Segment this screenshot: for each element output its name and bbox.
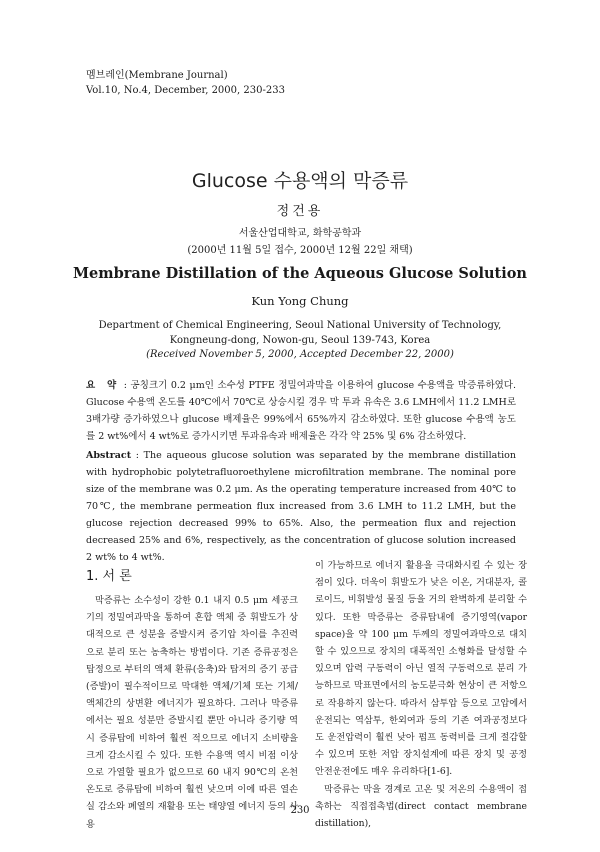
section-heading: 1. 서 론 [86,569,132,584]
right-paragraph-2: 막증류는 막을 경계로 고온 및 저온의 수용액이 접촉하는 직접접촉법(direct contact membrane distillation), [315,783,527,830]
korean-abstract [86,377,516,445]
body-left-column: 막증류는 소수성이 강한 0.1 내지 0.5 μm 세공크기의 정밀여과막을 통하여 혼합 액체 중 휘발도가 상대적으로 큰 성분을 증발시켜 증기압 차이를 추진력으로 분리 또는 농축하는 방법이다. 기존 증류공정은 탑정으로 부터의 액체 환류(응축)와 탑저의 증기 공급(증발)이 필수적이므로 막대한 액체/기체 또는 기체/액체간의 상변환 에너지가 필요하다. 그러나 막증류에서는 필요 성분만 증발시킬 뿐만 아니라 증기량 역시 증류탑에 비하여 훨씬 적으므로 에너지 소비량을 크게 감소시킬 수 있다. 또한 수용액 역시 비점 이상으로 가열할 필요가 없으므로 60 내지 90℃의 온천온도로 증류탑에 비하여 훨씬 낮으며 이에 따른 열손실 감소와 폐열의 재활용 또는 태양열 에너지 등의 사용 [86,595,298,830]
english-title: Membrane Distillation of the Aqueous Glucose Solution [73,265,527,282]
journal-name: 멤브레인(Membrane Journal) [86,70,228,81]
korean-title: Glucose 수용액의 막증류 [191,170,409,192]
korean-abstract-text: : 공칭크기 0.2 μm인 소수성 PTFE 정밀여과막을 이용하여 glucose 수용액을 막증류하였다. Glucose 수용액 온도를 40℃에서 70℃로 상승시킬 경우 막 투과 유속은 3.6 LMH에서 11.2 LMH로 3배가량 증가하였으나 glucose 배제율은 99%에서 65%까지 감소하였다. 또한 glucose 수용액 농도를 2 wt%에서 4 wt%로 증가시키면 투과유속과 배제율은 각각 약 25% 및 6% 감소하였다. [86,380,516,442]
korean-dates: (2000년 11월 5일 접수, 2000년 12월 22일 채택) [187,245,413,256]
korean-abstract-label: 요 약 [86,380,121,391]
english-affiliation: Department of Chemical Engineering, Seoul National University of Technology, Kongneung-dong, Nowon-gu, Seoul 139-743, Korea [98,320,502,346]
english-abstract-text: : The aqueous glucose solution was separated by the membrane distillation with hydrophobic polytetrafluoroethylene microfiltration membrane. The nominal pore size of the membrane was 0.2 μm. As the operating temperature increased from 40℃ to 70℃, the membrane permeation flux increased from 3.6 LMH to 11.2 LMH, but the glucose rejection decreased 99% to 65%. Also, the permeation flux and rejection decreased 25% and 6%, respectively, as the concentration of glucose solution increased 2 wt% to 4 wt%. [86,450,516,563]
english-abstract-label: Abstract [86,450,132,461]
page-number: 230 [290,805,310,816]
right-paragraph-1: 이 가능하므로 에너지 활용을 극대화시킬 수 있는 장점이 있다. 더욱이 휘발도가 낮은 이온, 거대분자, 콜로이드, 비휘발성 물질 등을 거의 완벽하게 분리할 수 있다. 또한 막증류는 증류탑내에 증기영역(vapor space)을 약 100 μm 두께의 정밀여과막으로 대치할 수 있으므로 장치의 대폭적인 소형화를 달성할 수 있으며 압력 구동력이 아닌 열적 구동력으로 분리 가능하므로 막표면에서의 농도분극화 현상이 큰 저항으로 작용하지 않는다. 따라서 삼투압 등으로 고압에서 운전되는 역삼투, 한외여과 등의 기존 여과공정보다도 운전압력이 훨씬 낮아 펌프 동력비를 크게 절감할 수 있으며 또한 저압 장치설계에 따른 장치 및 공정 안전운전에도 매우 유리하다[1-6]. [315,560,527,778]
korean-author: 정건용 [276,204,324,219]
korean-affiliation: 서울산업대학교, 화학공학과 [238,228,362,239]
body-right-column [315,557,527,832]
english-author: Kun Yong Chung [251,294,349,308]
english-abstract [86,447,516,566]
journal-volume: Vol.10, No.4, December, 2000, 230-233 [86,85,285,96]
received-dates: (Received November 5, 2000, Accepted December 22, 2000) [146,349,454,360]
journal-info [86,68,285,98]
